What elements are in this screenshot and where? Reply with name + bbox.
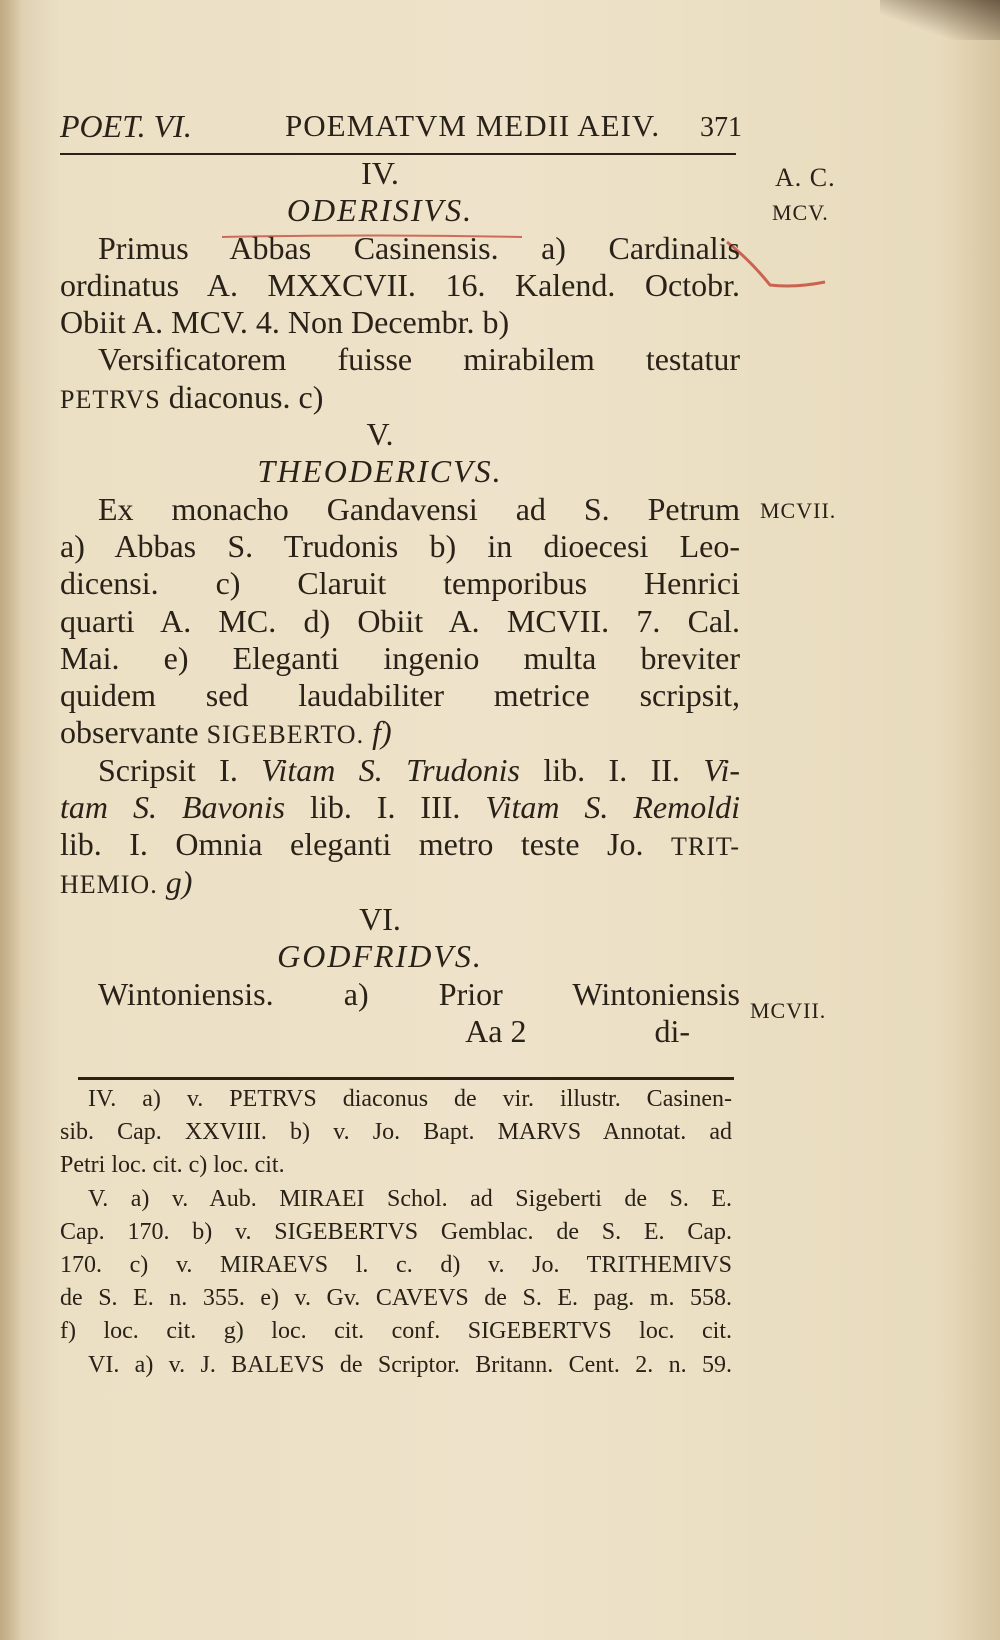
text-line xyxy=(60,826,740,863)
margin-year-mcvii-1: MCVII. xyxy=(760,498,837,523)
section-number-v: V. xyxy=(366,416,394,453)
text-fragment: diaconus. c) xyxy=(168,378,324,415)
main-text xyxy=(60,155,740,1050)
text-line: Obiit A. MCV. 4. Non Decembr. b) xyxy=(60,304,510,341)
catchline xyxy=(60,1013,740,1050)
text-fragment: lib. I. II. xyxy=(543,751,680,788)
text-fragment: observante xyxy=(60,714,199,751)
footnote-line: 170. c) v. MIRAEVS l. c. d) v. Jo. TRITHEMIVS xyxy=(60,1251,732,1278)
header-section: POET. VI. xyxy=(60,108,192,144)
footnote-line: sib. Cap. XXVIII. b) v. Jo. Bapt. MARVS Annotat. ad xyxy=(60,1119,732,1146)
header-title: POEMATVM MEDII AEIV. xyxy=(285,108,661,143)
work-title: Vitam S. Remoldi xyxy=(485,789,741,826)
text-line: dicensi. c) Claruit temporibus Henrici xyxy=(60,565,740,602)
signature-mark: Aa 2 xyxy=(465,1012,527,1049)
footnote-line: IV. a) v. PETRVS diaconus de vir. illustr. Casinen- xyxy=(88,1086,732,1112)
footnotes xyxy=(60,1083,732,1382)
text-fragment: lib. I. III. xyxy=(310,789,461,826)
section-number-iv: IV. xyxy=(361,155,399,191)
corner-shadow xyxy=(880,0,1000,40)
footnote-rule xyxy=(78,1077,734,1080)
margin-era-label: A. C. xyxy=(775,163,836,192)
author-name: TRIT- xyxy=(670,832,741,862)
footnote-line: de S. E. n. 355. e) v. Gv. CAVEVS de S. E. pag. m. 558. xyxy=(60,1285,732,1312)
text-line xyxy=(60,864,740,901)
footnote-line: V. a) v. Aub. MIRAEI Schol. ad Sigeberti de S. E. xyxy=(88,1185,732,1212)
text-fragment: lib. I. Omnia eleganti metro teste Jo. xyxy=(60,826,644,863)
section-number-vi: VI. xyxy=(359,900,401,937)
footnote-line: f) loc. cit. g) loc. cit. conf. SIGEBERTVS loc. cit. xyxy=(60,1318,732,1345)
section-name-theodericus: THEODERICVS. xyxy=(257,453,503,490)
text-line: a) Abbas S. Trudonis b) in dioecesi Leo- xyxy=(60,527,740,564)
text-line xyxy=(60,714,740,751)
text-line: ordinatus A. MXXCVII. 16. Kalend. Octobr. xyxy=(60,266,740,303)
footnote-line: Petri loc. cit. c) loc. cit. xyxy=(60,1152,285,1179)
text-line xyxy=(60,379,740,416)
text-fragment: Scripsit I. xyxy=(98,751,238,788)
footnote-line: VI. a) v. J. BALEVS de Scriptor. Britann. Cent. 2. n. 59. xyxy=(88,1351,732,1378)
running-header xyxy=(60,108,750,148)
text-line: Primus Abbas Casinensis. a) Cardinalis xyxy=(98,229,740,266)
text-fragment: g) xyxy=(165,863,193,900)
section-name-oderisius: ODERISIVS. xyxy=(286,192,474,229)
text-line: quidem sed laudabiliter metrice scripsit, xyxy=(60,677,740,714)
author-name: PETRVS xyxy=(60,384,161,414)
text-line: quarti A. MC. d) Obiit A. MCVII. 7. Cal. xyxy=(60,602,740,639)
footnote-line: Cap. 170. b) v. SIGEBERTVS Gemblac. de S. E. Cap. xyxy=(60,1218,732,1245)
work-title: tam S. Bavonis xyxy=(60,789,286,826)
work-title: Vitam S. Trudonis xyxy=(261,751,520,788)
text-line: Versificatorem fuisse mirabilem testatur xyxy=(98,341,740,378)
work-title: Vi- xyxy=(703,751,741,788)
margin-year-mcv: MCV. xyxy=(772,200,829,225)
section-name-godfridus: GODFRIDVS. xyxy=(277,938,483,975)
page-number: 371 xyxy=(700,112,742,143)
red-pencil-mark xyxy=(725,240,835,300)
text-line xyxy=(60,752,740,789)
text-fragment: f) xyxy=(372,714,392,751)
spine-shadow xyxy=(0,0,22,1640)
catchword: di- xyxy=(654,1012,690,1049)
author-name: SIGEBERTO. xyxy=(206,720,365,750)
margin-year-mcvii-2: MCVII. xyxy=(750,998,827,1023)
text-line xyxy=(60,789,740,826)
text-line: Ex monacho Gandavensi ad S. Petrum xyxy=(98,490,740,527)
text-line: Wintoniensis. a) Prior Wintoniensis xyxy=(98,975,740,1012)
author-name: HEMIO. xyxy=(60,869,158,899)
text-line: Mai. e) Eleganti ingenio multa breviter xyxy=(60,639,740,676)
